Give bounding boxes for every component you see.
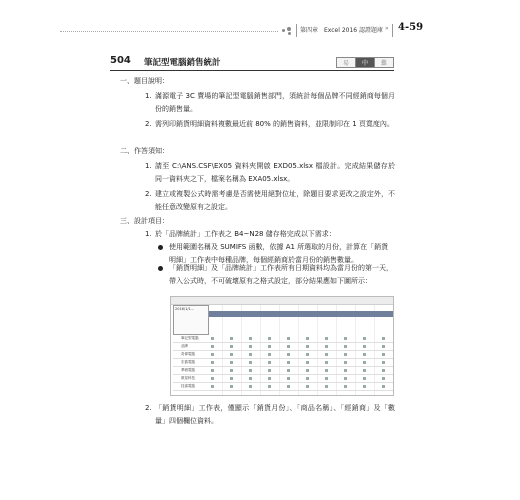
- question-title-bar: [110, 55, 394, 71]
- running-header: [60, 24, 460, 38]
- spreadsheet-header-row: [209, 311, 393, 317]
- list-item: [145, 118, 395, 131]
- item-text: 「銷貨明細」工作表，僅顯示「銷貨月份」、「商品名稱」、「經銷商」及「數量」四個欄位資料。: [155, 404, 395, 425]
- bullet-item: [158, 262, 394, 287]
- table-row: [173, 335, 393, 343]
- list-item: [145, 188, 395, 214]
- table-row: [173, 383, 393, 391]
- table-row: [173, 375, 393, 383]
- item-text: 於「品牌統計」工作表之 B4~N28 儲存格完成以下需求：: [155, 230, 336, 238]
- header-dotted-rule: [60, 31, 278, 32]
- list-item: [145, 228, 395, 241]
- row-label: 品牌: [181, 344, 188, 348]
- list-item: [145, 160, 395, 186]
- table-row: [173, 351, 393, 359]
- section-heading-1: 一、題目說明：: [120, 77, 169, 85]
- question-number: 504: [110, 55, 131, 66]
- bullet-dot-icon: [158, 245, 163, 250]
- chevron-right-icon: »: [385, 25, 389, 32]
- list-item: [145, 90, 395, 116]
- month-dropdown-popup: [173, 305, 209, 335]
- row-label: 筆記型電腦: [181, 336, 199, 340]
- item-number: 2.: [145, 404, 152, 412]
- table-row: [173, 359, 393, 367]
- row-label: 奇偉電腦: [181, 352, 195, 356]
- item-number: 2.: [145, 190, 152, 198]
- item-number: 1.: [145, 230, 152, 238]
- bullet-dot-icon: [158, 266, 163, 271]
- section-heading-2: 二、作答須知：: [120, 147, 169, 155]
- bullet-text: 「銷貨明細」及「品牌統計」工作表所有日期資料均為當月份的第一天，帶入公式時，不可破壞原有之格式設定，部分結果應如下圖所示：: [169, 264, 393, 285]
- chapter-label: 第四章: [300, 27, 319, 34]
- book-title: Excel 2016 認證題庫: [324, 27, 383, 34]
- row-label: 技嘉電腦: [181, 384, 195, 388]
- item-text: 建立或複製公式時需考慮是否需使用絕對位址，除題目要求更改之設定外，不能任意改變原有之設定。: [155, 190, 395, 211]
- row-label: 宏碁電腦: [181, 360, 195, 364]
- level-medium: 中: [355, 57, 375, 68]
- popup-title: 2016/1/1…: [175, 307, 195, 311]
- row-label: 微星科技: [181, 376, 195, 380]
- list-item: [145, 402, 395, 428]
- question-title: 筆記型電腦銷售統計: [144, 58, 221, 68]
- item-text: 請至 C:\ANS.CSF\EX05 資料夾開啟 EXD05.xlsx 檔設計。完成結果儲存於同一資料夾之下，檔案名稱為 EXA05.xlsx。: [155, 162, 395, 183]
- difficulty-levels: [337, 57, 394, 68]
- level-hard: 難: [374, 57, 394, 68]
- page-number: 4-59: [398, 22, 424, 33]
- row-label: 華碩電腦: [181, 368, 195, 372]
- spreadsheet-screenshot: [170, 296, 394, 396]
- section-heading-3: 三、設計項目：: [120, 217, 169, 225]
- table-row: [173, 343, 393, 351]
- item-number: 1.: [145, 162, 152, 170]
- item-number: 1.: [145, 92, 152, 100]
- item-text: 需列印銷貨明細資料複數最近前 80% 的銷售資料，並限制印在 1 頁寬度內。: [155, 120, 394, 128]
- item-text: 滿源電子 3C 賣場的筆記型電腦銷售部門，須統計每個品牌不同經銷商每個月份的銷售量。: [155, 92, 395, 113]
- table-row: [173, 367, 393, 375]
- bullet-text: 使用範圍名稱及 SUMIFS 函數，依據 A1 所選取的月份，計算在「銷貨明細」工作表中每種品牌，每個經銷商於當月份的銷售數量。: [169, 243, 389, 264]
- item-number: 2.: [145, 120, 152, 128]
- level-easy: 易: [336, 57, 356, 68]
- chapter-tab: [296, 24, 393, 37]
